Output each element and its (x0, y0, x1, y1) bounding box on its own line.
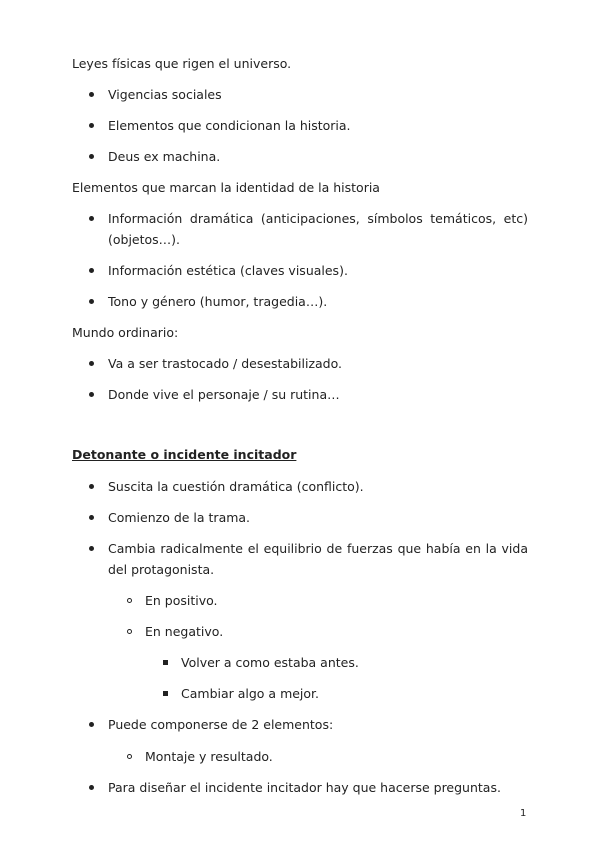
bullet-icon (89, 785, 94, 790)
bullet-icon (89, 546, 94, 551)
bullet-icon (89, 515, 94, 520)
list-item: Deus ex machina. (108, 149, 221, 164)
list-item: Para diseñar el incidente incitador hay que hacerse preguntas. (108, 780, 501, 795)
section-heading-detonante: Detonante o incidente incitador (72, 447, 297, 462)
bullet-icon (89, 722, 94, 727)
bullet-icon (89, 268, 94, 273)
list-item: Donde vive el personaje / su rutina… (108, 387, 340, 402)
page-number: 1 (520, 808, 527, 819)
sub-list-item: Montaje y resultado. (145, 749, 273, 764)
bullet-icon (89, 361, 94, 366)
bullet-icon (89, 484, 94, 489)
hollow-bullet-icon (127, 629, 132, 634)
hollow-bullet-icon (127, 598, 132, 603)
list-item: Comienzo de la trama. (108, 510, 251, 525)
bullet-icon (89, 154, 94, 159)
list-item: Vigencias sociales (108, 87, 222, 102)
sub-sub-list-item: Cambiar algo a mejor. (181, 686, 320, 701)
bullet-icon (89, 92, 94, 97)
square-bullet-icon (163, 691, 168, 696)
bullet-icon (89, 392, 94, 397)
list-item: Información dramática (anticipaciones, símbolos temáticos, etc) (108, 211, 528, 226)
bullet-icon (89, 216, 94, 221)
paragraph-identidad: Elementos que marcan la identidad de la historia (72, 180, 380, 195)
hollow-bullet-icon (127, 754, 132, 759)
bullet-icon (89, 299, 94, 304)
square-bullet-icon (163, 660, 168, 665)
list-item: Tono y género (humor, tragedia…). (108, 294, 328, 309)
list-item: Cambia radicalmente el equilibrio de fuerzas que había en la vida (108, 541, 528, 556)
sub-sub-list-item: Volver a como estaba antes. (181, 655, 359, 670)
list-item: Va a ser trastocado / desestabilizado. (108, 356, 343, 371)
list-item-continuation: del protagonista. (108, 562, 215, 577)
list-item: Suscita la cuestión dramática (conflicto). (108, 479, 364, 494)
paragraph-leyes: Leyes físicas que rigen el universo. (72, 56, 292, 71)
list-item-continuation: (objetos…). (108, 232, 181, 247)
list-item: Elementos que condicionan la historia. (108, 118, 351, 133)
list-item: Puede componerse de 2 elementos: (108, 717, 334, 732)
paragraph-mundo-ordinario: Mundo ordinario: (72, 325, 179, 340)
sub-list-item: En negativo. (145, 624, 224, 639)
sub-list-item: En positivo. (145, 593, 218, 608)
list-item: Información estética (claves visuales). (108, 263, 348, 278)
bullet-icon (89, 123, 94, 128)
